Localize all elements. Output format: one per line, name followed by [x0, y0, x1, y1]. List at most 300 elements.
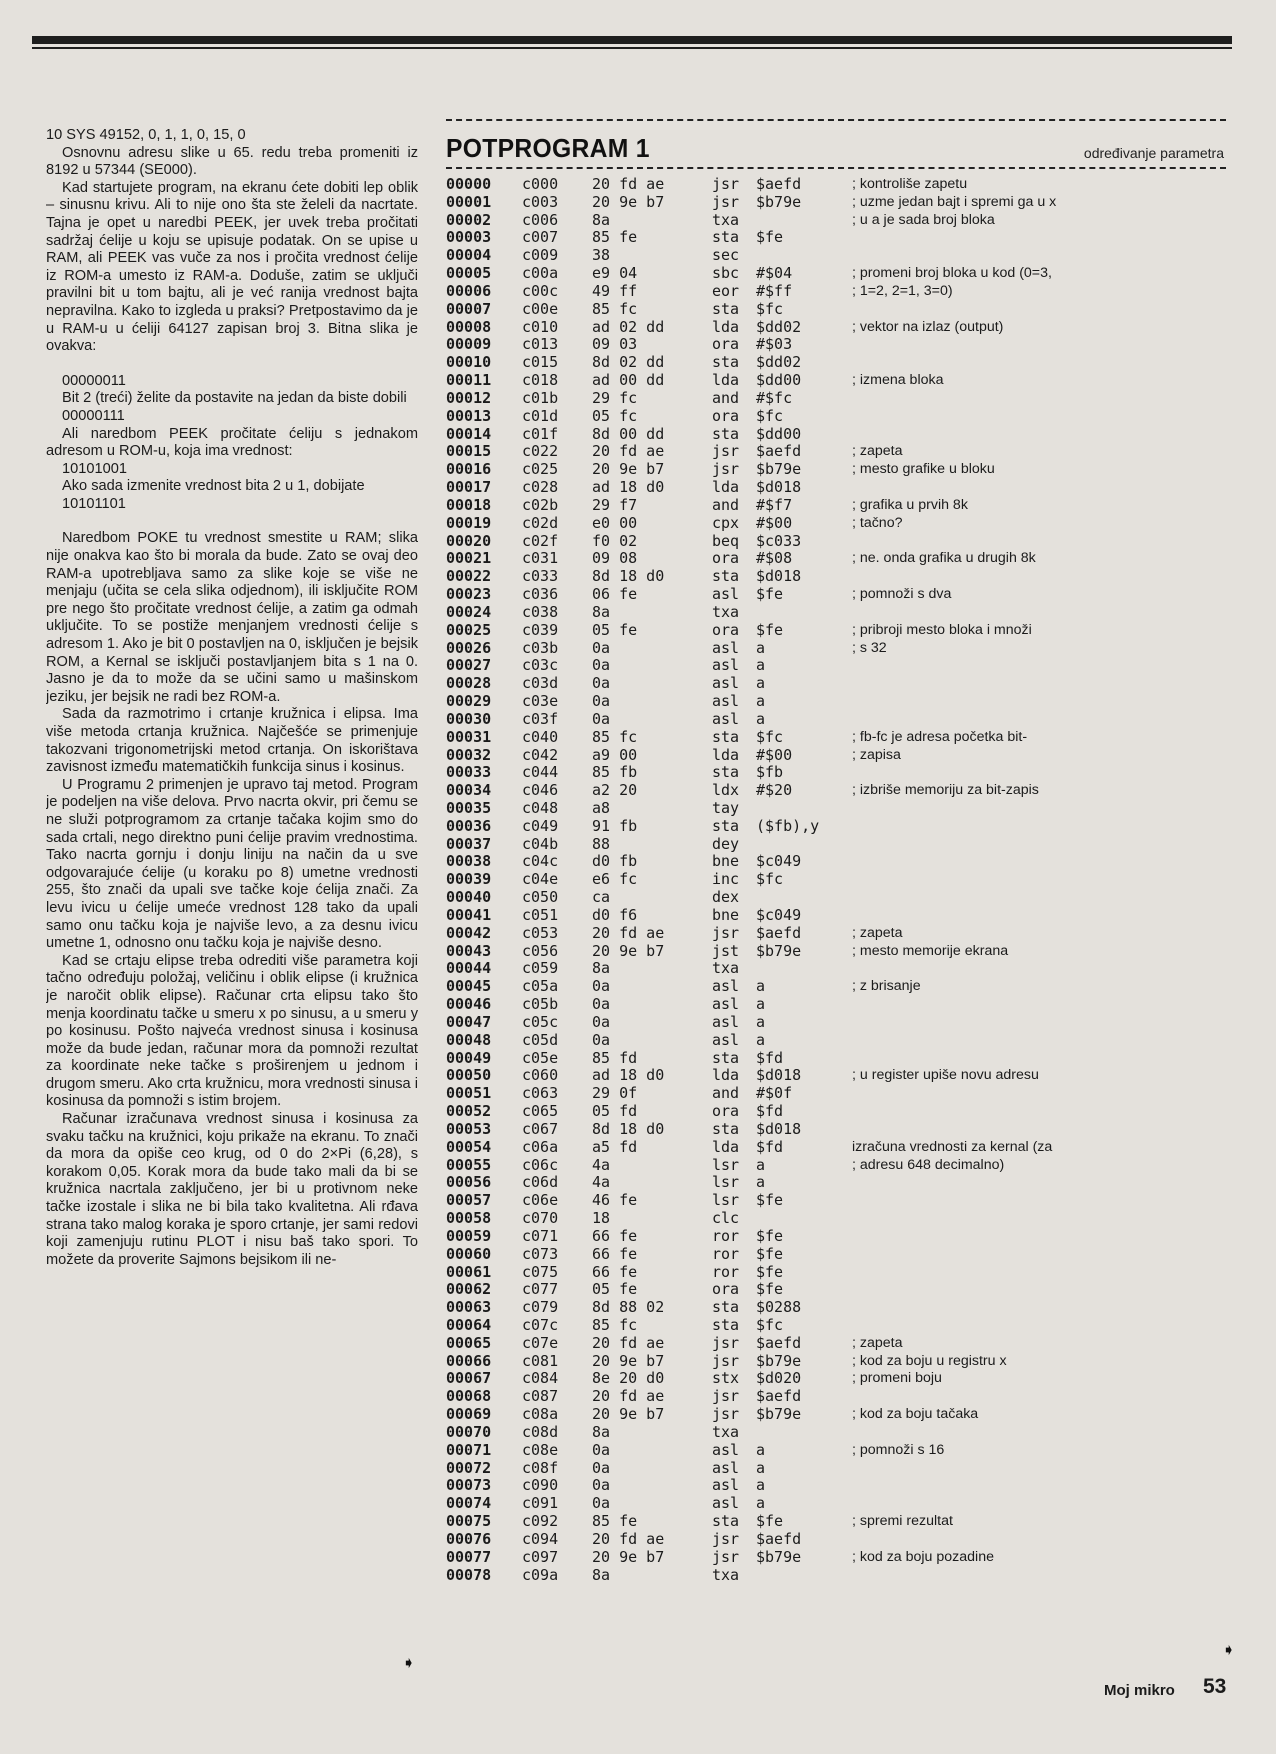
comment: ; kontroliše zapetu [852, 176, 968, 192]
bytes: 29 0f [592, 1084, 638, 1103]
listing-row [446, 533, 1246, 551]
operand: #$04 [756, 264, 793, 283]
line-number: 00042 [446, 923, 492, 942]
listing-row [446, 1174, 1246, 1192]
bytes: 29 fc [592, 388, 638, 407]
listing-row [446, 604, 1246, 622]
mnemonic: jsr [712, 1405, 740, 1424]
address: c03e [522, 692, 559, 711]
line-number: 00026 [446, 638, 492, 657]
line-number: 00074 [446, 1494, 492, 1513]
mnemonic: sta [712, 228, 740, 247]
line-number: 00041 [446, 905, 492, 924]
mnemonic: ror [712, 1244, 740, 1263]
comment: ; promeni broj bloka u kod (0=3, [852, 265, 1052, 282]
listing-row [446, 1370, 1246, 1388]
bytes: d0 f6 [592, 905, 638, 924]
listing-row [446, 996, 1246, 1014]
listing-row [446, 1139, 1246, 1157]
listing-row [446, 764, 1246, 782]
mnemonic: jst [712, 941, 740, 960]
line-number: 00063 [446, 1298, 492, 1317]
address: c08e [522, 1440, 559, 1459]
bytes: 4a [592, 1155, 611, 1174]
bytes: ad 18 d0 [592, 1066, 665, 1085]
listing-row [446, 443, 1246, 461]
comment: ; grafika u prvih 8k [852, 496, 968, 513]
listing-row [446, 1549, 1246, 1567]
comment: ; z brisanje [852, 978, 921, 995]
listing-row [446, 212, 1246, 230]
address: c079 [522, 1298, 559, 1317]
bytes: 20 9e b7 [592, 460, 665, 479]
address: c067 [522, 1119, 559, 1138]
line-number: 00032 [446, 745, 492, 764]
operand: $b79e [756, 192, 802, 211]
address: c070 [522, 1209, 559, 1228]
mnemonic: asl [712, 656, 740, 675]
operand: $fc [756, 1316, 784, 1334]
address: c077 [522, 1280, 559, 1299]
mnemonic: sta [712, 1298, 740, 1317]
listing-row [446, 943, 1246, 961]
mnemonic: sta [712, 299, 740, 318]
bytes: 85 fb [592, 763, 638, 782]
mnemonic: sta [712, 1512, 740, 1531]
listing-row [446, 675, 1246, 693]
operand: $aefd [756, 923, 802, 942]
operand: $fc [756, 299, 784, 318]
address: c073 [522, 1244, 559, 1263]
listing-row [446, 711, 1246, 729]
address: c003 [522, 192, 559, 211]
listing-row [446, 1032, 1246, 1050]
mnemonic: sta [712, 1119, 740, 1138]
address: c015 [522, 353, 559, 372]
line-number: 00001 [446, 192, 492, 211]
address: c01d [522, 406, 559, 425]
bytes: 20 fd ae [592, 1333, 665, 1352]
listing-row [446, 1299, 1246, 1317]
mnemonic: lda [712, 745, 740, 764]
mnemonic: ora [712, 549, 740, 568]
bytes: 8d 18 d0 [592, 1119, 665, 1138]
paragraph: 10101001 [62, 460, 127, 477]
operand: #$ff [756, 281, 793, 300]
address: c07c [522, 1316, 559, 1334]
listing-row [446, 247, 1246, 265]
listing-row [446, 1246, 1246, 1264]
operand: $fc [756, 870, 784, 889]
address: c03f [522, 709, 559, 728]
line-number: 00066 [446, 1351, 492, 1370]
mnemonic: lda [712, 1066, 740, 1085]
bytes: 09 08 [592, 549, 638, 568]
paragraph: Bit 2 (treći) želite da postavite na jedan da biste dobili [62, 390, 407, 407]
address: c08a [522, 1405, 559, 1424]
bytes: 05 fd [592, 1102, 638, 1121]
bytes: 0a [592, 1012, 611, 1031]
operand: a [756, 1458, 766, 1477]
address: c059 [522, 959, 559, 978]
listing-row [446, 960, 1246, 978]
bytes: 0a [592, 656, 611, 675]
listing-row [446, 479, 1246, 497]
line-number: 00018 [446, 495, 492, 514]
line-number: 00059 [446, 1226, 492, 1245]
bytes: 20 fd ae [592, 442, 665, 461]
line-number: 00044 [446, 959, 492, 978]
mnemonic: dey [712, 834, 740, 853]
operand: $b79e [756, 1351, 802, 1370]
address: c00a [522, 264, 559, 283]
operand: $fe [756, 228, 784, 247]
article-text-column [46, 127, 418, 1667]
paragraph: 00000011 [62, 372, 126, 389]
line-number: 00077 [446, 1547, 492, 1566]
bytes: 85 fe [592, 228, 638, 247]
line-number: 00040 [446, 888, 492, 907]
mnemonic: sta [712, 424, 740, 443]
address: c04e [522, 870, 559, 889]
mnemonic: beq [712, 531, 740, 550]
line-number: 00045 [446, 977, 492, 996]
paragraph-gap [46, 356, 418, 373]
mnemonic: asl [712, 1440, 740, 1459]
listing-title: POTPROGRAM 1 [446, 133, 650, 163]
mnemonic: asl [712, 638, 740, 657]
bytes: 38 [592, 246, 611, 265]
mnemonic: asl [712, 1476, 740, 1495]
line-number: 00047 [446, 1012, 492, 1031]
operand: $fe [756, 1191, 784, 1210]
listing-row [446, 925, 1246, 943]
listing-row [446, 747, 1246, 765]
listing-row [446, 693, 1246, 711]
operand: a [756, 656, 766, 675]
mnemonic: bne [712, 852, 740, 871]
line-number: 00008 [446, 317, 492, 336]
listing-row [446, 871, 1246, 889]
comment: ; mesto grafike u bloku [852, 461, 995, 478]
address: c06c [522, 1155, 559, 1174]
line-number: 00050 [446, 1066, 492, 1085]
address: c02f [522, 531, 559, 550]
operand: #$f7 [756, 495, 793, 514]
line-number: 00015 [446, 442, 492, 461]
mnemonic: txa [712, 602, 740, 621]
line-number: 00049 [446, 1048, 492, 1067]
mnemonic: eor [712, 281, 740, 300]
address: c09a [522, 1565, 559, 1584]
line-number: 00069 [446, 1405, 492, 1424]
comment: ; tačno? [852, 514, 903, 531]
bytes: 8a [592, 1565, 611, 1584]
address: c065 [522, 1102, 559, 1121]
mnemonic: ora [712, 620, 740, 639]
bytes: 46 fe [592, 1191, 638, 1210]
comment: ; kod za boju tačaka [852, 1406, 979, 1423]
listing-row [446, 176, 1246, 194]
line-number: 00048 [446, 1030, 492, 1049]
address: c05a [522, 977, 559, 996]
listing-row [446, 497, 1246, 515]
listing-row [446, 1157, 1246, 1175]
listing-row [446, 1192, 1246, 1210]
line-number: 00019 [446, 513, 492, 532]
bytes: 20 9e b7 [592, 192, 665, 211]
bytes: 8d 00 dd [592, 424, 665, 443]
comment: ; kod za boju pozadine [852, 1548, 994, 1565]
operand: $b79e [756, 941, 802, 960]
address: c007 [522, 228, 559, 247]
paragraph: Osnovnu adresu slike u 65. redu treba promeniti iz 8192 u 57344 (SE000). [46, 144, 418, 179]
mnemonic: sbc [712, 264, 740, 283]
address: c081 [522, 1351, 559, 1370]
listing-row [446, 1353, 1246, 1371]
operand: $aefd [756, 175, 802, 193]
line-number: 00024 [446, 602, 492, 621]
mnemonic: jsr [712, 460, 740, 479]
operand: a [756, 1012, 766, 1031]
bytes: f0 02 [592, 531, 638, 550]
mnemonic: cpx [712, 513, 740, 532]
line-number: 00072 [446, 1458, 492, 1477]
mnemonic: asl [712, 692, 740, 711]
listing-row [446, 1495, 1246, 1513]
listing-row [446, 515, 1246, 533]
operand: $fe [756, 1244, 784, 1263]
paragraph-gap [46, 513, 418, 530]
listing-row [446, 1424, 1246, 1442]
mnemonic: jsr [712, 923, 740, 942]
bytes: 66 fe [592, 1244, 638, 1263]
line-number: 00004 [446, 246, 492, 265]
address: c07e [522, 1333, 559, 1352]
operand: $c049 [756, 905, 802, 924]
operand: $aefd [756, 442, 802, 461]
bytes: 49 ff [592, 281, 638, 300]
mnemonic: lsr [712, 1155, 740, 1174]
line-number: 00016 [446, 460, 492, 479]
address: c025 [522, 460, 559, 479]
listing-row [446, 194, 1246, 212]
listing-subtitle: određivanje parametra [1083, 145, 1224, 161]
address: c053 [522, 923, 559, 942]
mnemonic: sta [712, 567, 740, 586]
operand: $fb [756, 763, 784, 782]
listing-row [446, 657, 1246, 675]
operand: $fc [756, 406, 784, 425]
bytes: 0a [592, 1494, 611, 1513]
address: c084 [522, 1369, 559, 1388]
listing-row [446, 550, 1246, 568]
operand: $b79e [756, 1405, 802, 1424]
listing-row [446, 426, 1246, 444]
address: c03b [522, 638, 559, 657]
address: c040 [522, 727, 559, 746]
listing-row [446, 408, 1246, 426]
bytes: 4a [592, 1173, 611, 1192]
mnemonic: tay [712, 798, 740, 817]
bytes: ca [592, 888, 611, 907]
address: c094 [522, 1529, 559, 1548]
operand: #$fc [756, 388, 793, 407]
comment: ; promeni boju [852, 1370, 942, 1387]
comment: ; ne. onda grafika u drugih 8k [852, 550, 1036, 567]
address: c038 [522, 602, 559, 621]
paragraph: Računar izračunava vrednost sinusa i kosinusa za svaku tačku na kružnici, koju prikaže na ekranu. To znači da mora da opiše ceo krug, od 0 do 2×Pi (6,28), s korakom 0,05. Korak mora da bude tako mali da bi se kružnica nacrtala zaključeno, jer bi u protivnom neke tačke izostale i slika ne bi bila tako kvalitetna. Ali rđava strana tako malog koraka je sporo crtanje, jer sami redovi koji zamenjuju rutinu PLOT i nisu baš tako spori. To možete da proverite Sajmons bejsikom ili ne- [46, 1111, 418, 1268]
bytes: a9 00 [592, 745, 638, 764]
bytes: 8a [592, 602, 611, 621]
bytes: ad 02 dd [592, 317, 665, 336]
paragraph: Naredbom POKE tu vrednost smestite u RAM; slika nije onakva kao što bi morala da bude. Zato se ovaj deo RAM-a upotrebljava samo za slike koje se više ne menjaju (učita se cela slika odjednom), ili isključite ROM pre nego što pročitate vrednost ćelije, a zatim ga odmah uključite. To se postiže menjanjem vrednosti ćelije s adresom 1. Ako je bit 0 postavljen na 0, isključen je bejsik ROM, a Kernal se isključi postavljanjem bita s 1 na 0. Jasno je da to može da se učini samo u mašinskom jeziku, jer bejsik ne radi bez ROM-a. [46, 530, 418, 705]
listing-row [446, 853, 1246, 871]
listing-row [446, 1406, 1246, 1424]
bytes: ad 18 d0 [592, 478, 665, 497]
operand: $fd [756, 1102, 784, 1121]
mnemonic: and [712, 1084, 740, 1103]
operand: a [756, 1030, 766, 1049]
operand: $dd02 [756, 317, 802, 336]
mnemonic: ldx [712, 781, 740, 800]
line-number: 00061 [446, 1262, 492, 1281]
line-number: 00038 [446, 852, 492, 871]
bytes: 05 fc [592, 406, 638, 425]
comment: ; kod za boju u registru x [852, 1352, 1007, 1369]
mnemonic: jsr [712, 1351, 740, 1370]
page-number: 53 [1203, 1675, 1227, 1698]
mnemonic: ror [712, 1262, 740, 1281]
bytes: 20 9e b7 [592, 1547, 665, 1566]
bytes: 05 fe [592, 1280, 638, 1299]
line-number: 00010 [446, 353, 492, 372]
bytes: 20 fd ae [592, 1387, 665, 1406]
continue-arrow-icon: ➧ [402, 1655, 416, 1672]
listing-row [446, 1228, 1246, 1246]
comment: ; u register upiše novu adresu [852, 1067, 1039, 1084]
bytes: 0a [592, 1476, 611, 1495]
address: c06d [522, 1173, 559, 1192]
bytes: 85 fc [592, 1316, 638, 1334]
line-number: 00033 [446, 763, 492, 782]
operand: a [756, 638, 766, 657]
address: c042 [522, 745, 559, 764]
listing-row [446, 836, 1246, 854]
bytes: a8 [592, 798, 611, 817]
mnemonic: sta [712, 1048, 740, 1067]
bytes: 8d 18 d0 [592, 567, 665, 586]
address: c05c [522, 1012, 559, 1031]
bytes: 85 fd [592, 1048, 638, 1067]
comment: ; spremi rezultat [852, 1513, 953, 1530]
mnemonic: and [712, 388, 740, 407]
assembly-listing [446, 176, 1246, 1584]
address: c00e [522, 299, 559, 318]
operand: $fe [756, 1280, 784, 1299]
top-rule [32, 36, 1232, 44]
mnemonic: lda [712, 478, 740, 497]
listing-row [446, 283, 1246, 301]
operand: a [756, 995, 766, 1014]
line-number: 00055 [446, 1155, 492, 1174]
operand: $fd [756, 1048, 784, 1067]
bytes: 0a [592, 709, 611, 728]
line-number: 00025 [446, 620, 492, 639]
operand: $dd00 [756, 371, 802, 390]
line-number: 00073 [446, 1476, 492, 1495]
bytes: 0a [592, 692, 611, 711]
bytes: 8e 20 d0 [592, 1369, 665, 1388]
line-number: 00006 [446, 281, 492, 300]
mnemonic: asl [712, 674, 740, 693]
listing-row [446, 1210, 1246, 1228]
address: c049 [522, 816, 559, 835]
paragraph: 10 SYS 49152, 0, 1, 1, 0, 15, 0 [46, 127, 246, 143]
operand: a [756, 1173, 766, 1192]
address: c060 [522, 1066, 559, 1085]
bytes: 85 fc [592, 299, 638, 318]
bytes: 88 [592, 834, 611, 853]
operand: $fe [756, 1226, 784, 1245]
operand: $d018 [756, 1066, 802, 1085]
operand: #$08 [756, 549, 793, 568]
address: c046 [522, 781, 559, 800]
address: c01f [522, 424, 559, 443]
bytes: 8a [592, 210, 611, 229]
line-number: 00057 [446, 1191, 492, 1210]
line-number: 00064 [446, 1316, 492, 1334]
line-number: 00039 [446, 870, 492, 889]
line-number: 00078 [446, 1565, 492, 1584]
line-number: 00070 [446, 1422, 492, 1441]
mnemonic: jsr [712, 1529, 740, 1548]
address: c05d [522, 1030, 559, 1049]
comment: ; vektor na izlaz (output) [852, 318, 1004, 335]
line-number: 00071 [446, 1440, 492, 1459]
address: c013 [522, 335, 559, 354]
magazine-name: Moj mikro [1104, 1682, 1175, 1699]
address: c00c [522, 281, 559, 300]
operand: $0288 [756, 1298, 802, 1317]
address: c03c [522, 656, 559, 675]
mnemonic: asl [712, 1030, 740, 1049]
bytes: 0a [592, 995, 611, 1014]
address: c05e [522, 1048, 559, 1067]
comment: ; fb-fc je adresa početka bit- [852, 728, 1028, 745]
line-number: 00003 [446, 228, 492, 247]
bytes: 20 fd ae [592, 1529, 665, 1548]
operand: $aefd [756, 1387, 802, 1406]
mnemonic: lsr [712, 1191, 740, 1210]
listing-row [446, 372, 1246, 390]
line-number: 00028 [446, 674, 492, 693]
bytes: 0a [592, 977, 611, 996]
listing-row [446, 301, 1246, 319]
operand: $dd00 [756, 424, 802, 443]
listing-row [446, 265, 1246, 283]
comment: ; adresu 648 decimalno) [852, 1156, 1005, 1173]
line-number: 00030 [446, 709, 492, 728]
paragraph: Kad startujete program, na ekranu ćete dobiti lep oblik – sinusnu krivu. Ali to nije ono šta ste želeli da nacrtate. Tajna je opet u naredbi PEEK, jer uvek treba pročitati sadržaj ćelije u koju se upisuje podatak. On se upise u RAM, ali PEEK vas vuče za nos i pročita vrednost ćelije iz ROM-a umesto iz RAM-a. Doduše, zatim se uključi pravilni bit u tom bajtu, ali je već ranija vrednost bajta nepravilna. Kako to izgleda u praksi? Pretpostavimo da je u RAM-u u ćeliji 64127 zapisan broj 3. Bitna slika je ovakva: [46, 179, 418, 355]
line-number: 00000 [446, 175, 492, 193]
listing-row [446, 1513, 1246, 1531]
address: c048 [522, 798, 559, 817]
address: c087 [522, 1387, 559, 1406]
operand: a [756, 1476, 766, 1495]
mnemonic: txa [712, 210, 740, 229]
line-number: 00053 [446, 1119, 492, 1138]
